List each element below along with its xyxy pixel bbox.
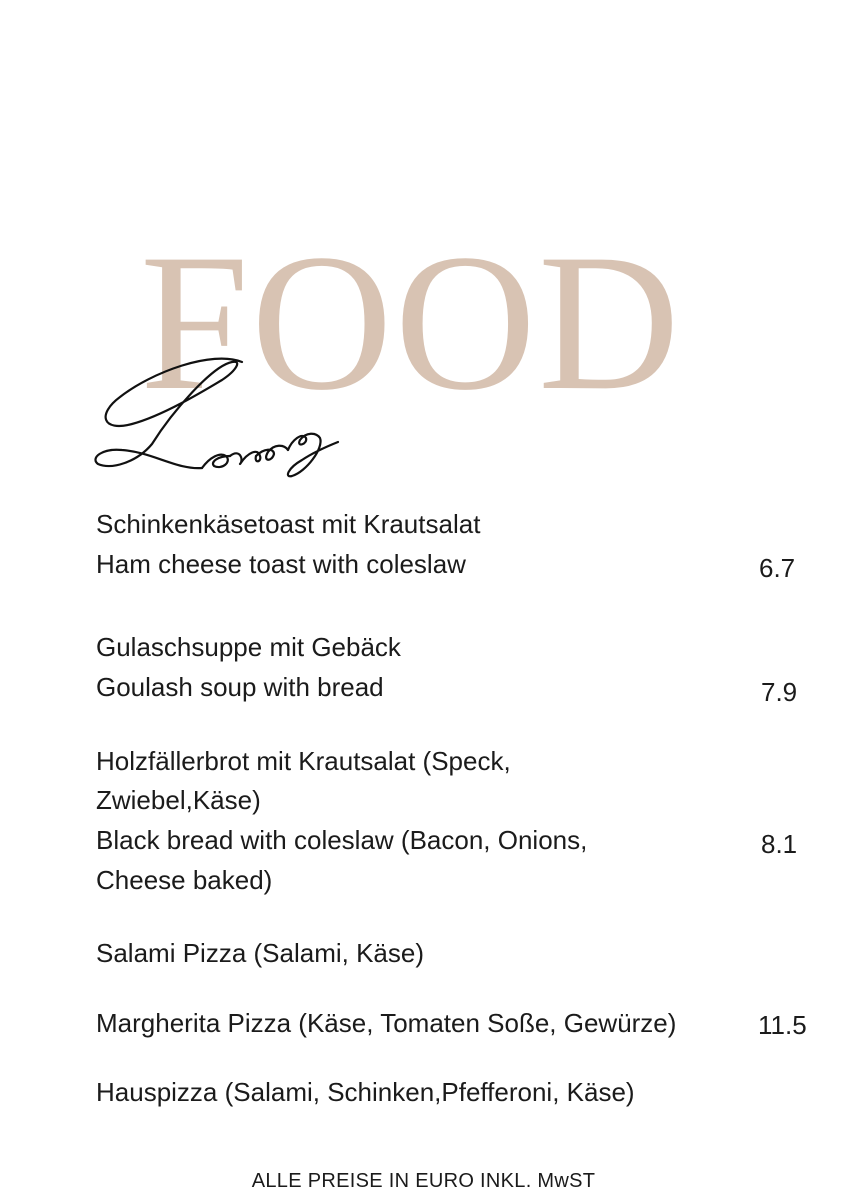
price-note-footer: ALLE PREISE IN EURO INKL. MwST [251, 1170, 596, 1192]
menu-item-6-name: Hauspizza (Salami, Schinken,Pfefferoni, Käse) [96, 1077, 635, 1107]
menu-item-1-price: 6.7 [759, 553, 796, 583]
menu-item-2-name-de: Gulaschsuppe mit Gebäck [96, 632, 401, 662]
menu-item-3-price: 8.1 [761, 829, 798, 859]
menu-item-3-name-en-line-1: Black bread with coleslaw (Bacon, Onions, [96, 825, 588, 855]
menu-item-1-name-en: Ham cheese toast with coleslaw [96, 549, 466, 579]
menu-item-2-price: 7.9 [761, 677, 798, 707]
menu-item-3-name-de-line-1: Holzfällerbrot mit Krautsalat (Speck, [96, 746, 511, 776]
lovers-script-logo [92, 352, 352, 482]
menu-item-3-name-de-line-2: Zwiebel,Käse) [96, 785, 261, 815]
menu-item-4-name: Salami Pizza (Salami, Käse) [96, 938, 424, 968]
menu-item-5-price: 11.5 [758, 1010, 807, 1040]
menu-item-3-name-en-line-2: Cheese baked) [96, 865, 273, 895]
menu-item-5-name: Margherita Pizza (Käse, Tomaten Soße, Gewürze) [96, 1008, 677, 1038]
page-title: FOOD [140, 214, 682, 431]
menu-item-2-name-en: Goulash soup with bread [96, 672, 384, 702]
menu-item-1-name-de: Schinkenkäsetoast mit Krautsalat [96, 509, 481, 539]
